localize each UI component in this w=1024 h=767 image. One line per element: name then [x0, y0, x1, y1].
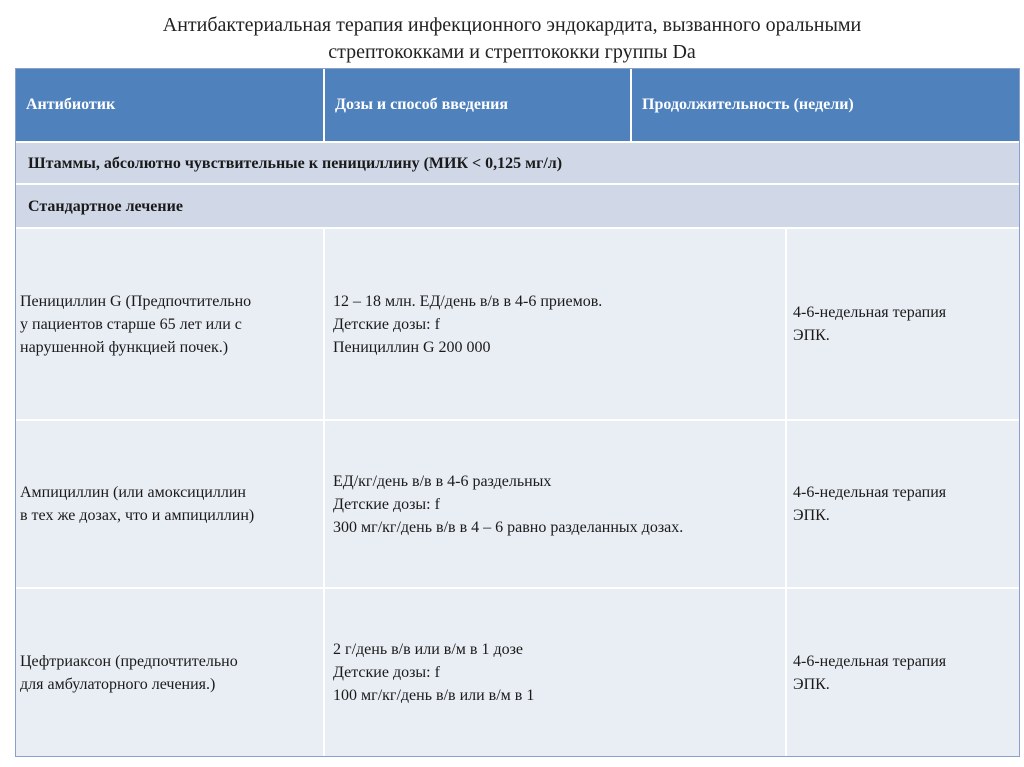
slide-title [0, 12, 1024, 66]
text-line: Детские дозы: f [333, 315, 440, 333]
text-line: 4-6-недельная терапия [793, 484, 947, 501]
cell-dose [325, 421, 787, 587]
table-row [16, 421, 1019, 589]
text-line: Детские дозы: f [333, 664, 440, 681]
cell-antibiotic [16, 589, 325, 756]
cell-dose [325, 229, 787, 419]
text-line: 2 г/день в/в или в/м в 1 дозе [333, 641, 524, 658]
text-line: ЭПК. [793, 507, 830, 524]
text-line: Ампициллин (или амоксициллин [20, 484, 246, 501]
text-line: 4-6-недельная терапия [793, 652, 947, 670]
text-line: Детские дозы: f [333, 495, 440, 513]
text-line: Пенициллин G (Предпочтительно [20, 292, 252, 310]
text-line: у пациентов старше 65 лет или с [20, 315, 242, 333]
text-line: нарушенной функцией почек.) [20, 338, 229, 356]
table-row [16, 229, 1019, 421]
title-line-1: Антибактериальная терапия инфекционного эндокардита, вызванного оральными [162, 14, 862, 36]
cell-antibiotic [16, 229, 325, 419]
section-standard-label: Стандартное лечение [28, 197, 183, 215]
header-dose: Дозы и способ введения [325, 69, 632, 141]
text-line: 100 мг/кг/день в/в или в/м в 1 [333, 687, 535, 704]
section-row-strains [16, 143, 1019, 185]
section-strains-label: Штаммы, абсолютно чувствительные к пенициллину (МИК < 0,125 мг/л) [28, 154, 563, 172]
therapy-table [15, 68, 1020, 757]
text-line: ЕД/кг/день в/в в 4-6 раздельных [333, 472, 552, 490]
text-line: 4-6-недельная терапия [793, 304, 947, 321]
text-line: Цефтриаксон (предпочтительно [20, 652, 238, 670]
title-line-2: стрептококками и стрептококки группы Da [328, 41, 696, 63]
text-line: для амбулаторного лечения.) [20, 675, 216, 693]
section-row-standard [16, 185, 1019, 229]
header-duration: Продолжительность (недели) [642, 95, 854, 113]
text-line: в тех же дозах, что и ампициллин) [20, 507, 255, 524]
text-line: ЭПК. [793, 675, 830, 693]
text-line: 12 – 18 млн. ЕД/день в/в в 4-6 приемов. [333, 292, 603, 310]
header-antibiotic: Антибиотик [16, 69, 325, 141]
text-line: Пенициллин G 200 000 [333, 338, 491, 356]
table-header-row [16, 69, 1019, 143]
cell-duration [787, 229, 1019, 419]
cell-dose [325, 589, 787, 756]
text-line: 300 мг/кг/день в/в в 4 – 6 равно разделанных дозах. [333, 518, 684, 536]
table-row [16, 589, 1019, 756]
cell-duration [787, 589, 1019, 756]
text-line: ЭПК. [793, 327, 830, 344]
cell-antibiotic [16, 421, 325, 587]
cell-duration [787, 421, 1019, 587]
